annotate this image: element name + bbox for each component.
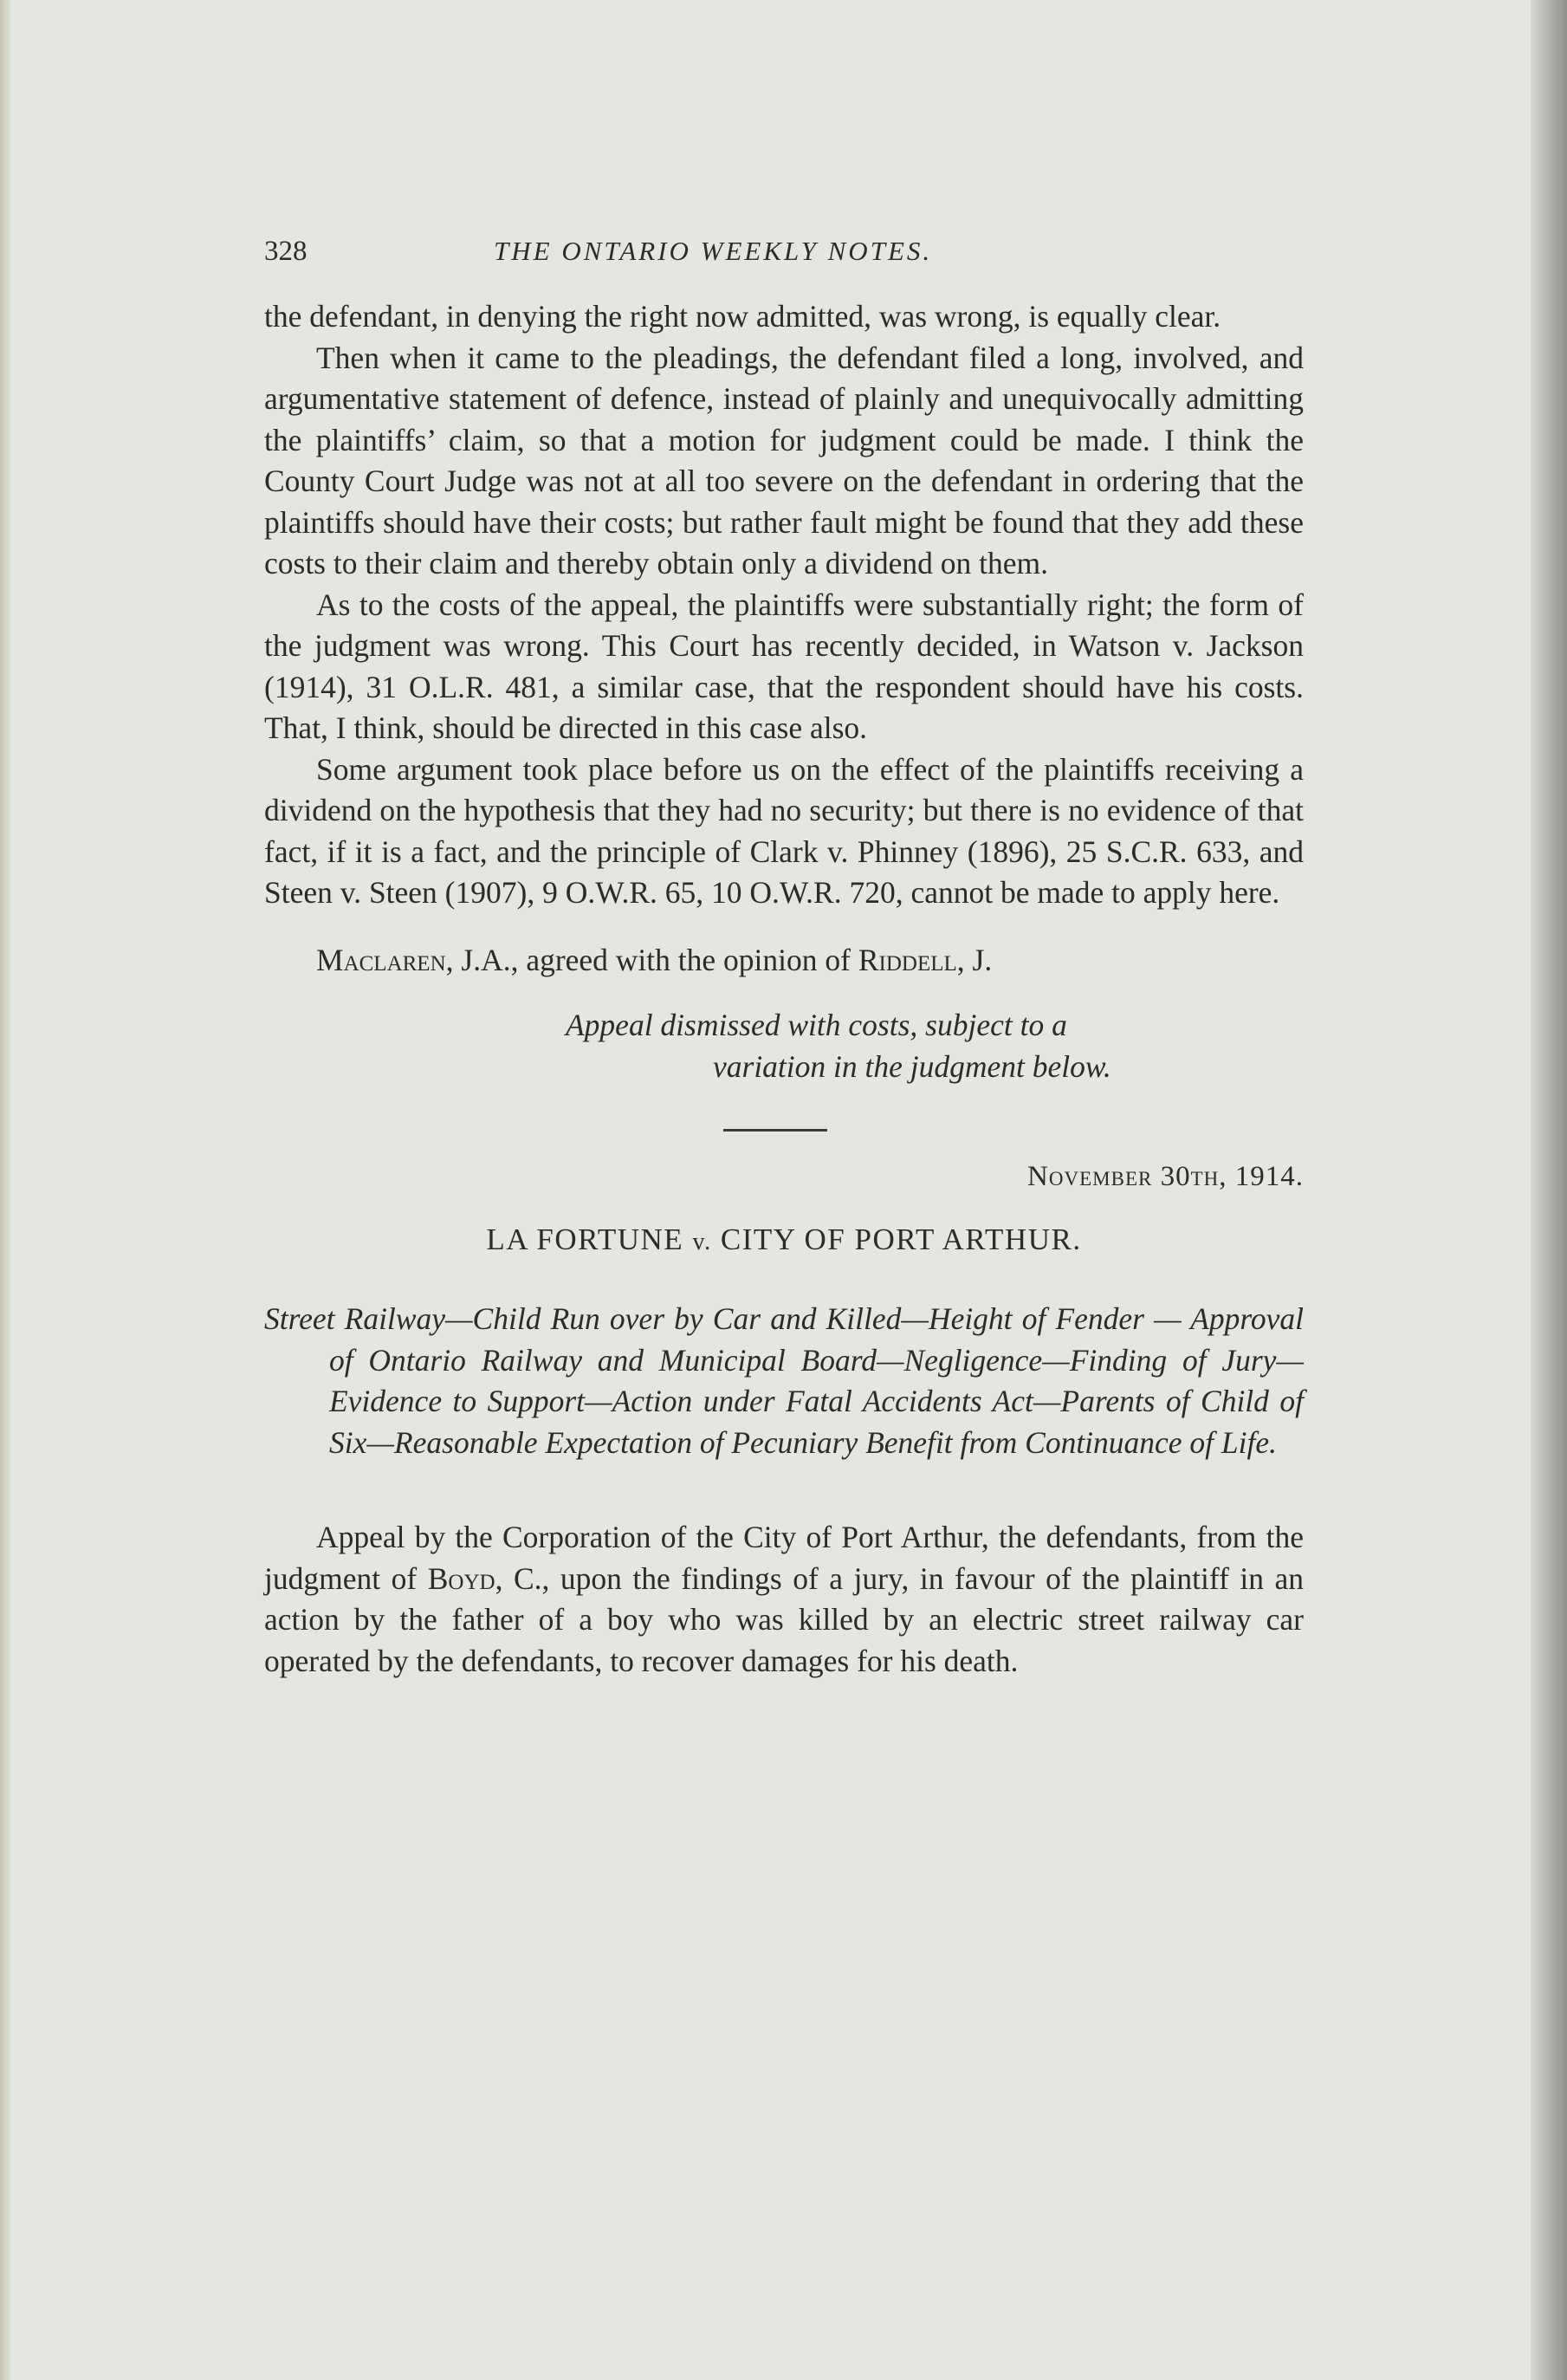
paragraph-pleadings: Then when it came to the pleadings, the defendant filed a long, involved, and argumentative statement of defence, instead of plainly and unequivocally admitting the plaintiffs’ claim, so that a motion for judgment could be made. I think the County Court Judge was not at all too severe on the defendant in ordering that the plaintiffs should have their costs; but rather fault might be found that they add these costs to their claim and thereby obtain only a dividend on them. — [264, 340, 1304, 580]
page-gutter-shadow — [0, 0, 12, 2380]
case-title-plaintiff: LA FORTUNE — [486, 1222, 693, 1256]
disposition-line-2: variation in the judgment below. — [713, 1048, 1111, 1084]
appeal-text-before: Appeal by the Corporation of the City of Port Arthur, the defendants, from the judgment of — [264, 1520, 1304, 1596]
paragraph-appeal-costs: As to the costs of the appeal, the plaintiffs were substantially right; the form of the judgment was wrong. This Court has recently decided, in Watson v. Jackson (1914), 31 O.L.R. 481, a similar case, that the respondent should have his costs. That, I think, should be directed in this case also. — [264, 587, 1304, 745]
paragraph-continuation: the defendant, in denying the right now admitted, was wrong, is equally clear. — [264, 299, 1221, 334]
concurring-opinion — [264, 940, 1304, 982]
agreed-text: , J.A., agreed with the opinion of — [445, 942, 858, 977]
appeal-text-after: , C., upon the findings of a jury, in favour of the plaintiff in an action by the father of a boy who was killed by an electric street railway car operated by the defendants, to recover damages for his death. — [264, 1560, 1305, 1678]
appeal-paragraph — [264, 1517, 1304, 1682]
appeal-judge-name: Boyd — [427, 1560, 495, 1596]
paragraph-dividend-argument: Some argument took place before us on the effect of the plaintiffs receiving a dividend on the hypothesis that they had no security; but there is no evidence of that fact, if it is a fact, and the principle of Clark v. Phinney (1896), 25 S.C.R. 633, and Steen v. Steen (1907), 9 O.W.R. 65, 10 O.W.R. 720, cannot be made to apply here. — [264, 751, 1304, 910]
disposition-line-1: Appeal dismissed with costs, subject to a — [566, 1008, 1067, 1042]
journal-title: THE ONTARIO WEEKLY NOTES. — [494, 236, 933, 266]
section-divider — [723, 1129, 827, 1132]
page-number: 328 — [264, 236, 308, 267]
page-edge-shadow — [1531, 0, 1567, 2380]
running-head — [264, 236, 1304, 279]
case-date: November 30th, 1914. — [1027, 1161, 1304, 1192]
case-title-defendant: CITY OF PORT ARTHUR. — [711, 1222, 1082, 1256]
headnote: Street Railway—Child Run over by Car and Killed—Height of Fender — Approval of Ontario Railway and Municipal Board—Negligence—Finding of Jury—Evidence to Support—Action under Fatal Accidents Act—Parents of Child of Six—Reasonable Expectation of Pecuniary Benefit from Continuance of Life. — [264, 1301, 1304, 1460]
disposition — [566, 1005, 1304, 1087]
case-title-versus: v. — [692, 1229, 712, 1255]
text-block — [264, 236, 1304, 1682]
agreed-end: , J. — [956, 942, 993, 977]
judge-name: Maclaren — [316, 942, 446, 977]
other-judge-name: Riddell — [858, 942, 957, 977]
case-title — [264, 1222, 1304, 1257]
